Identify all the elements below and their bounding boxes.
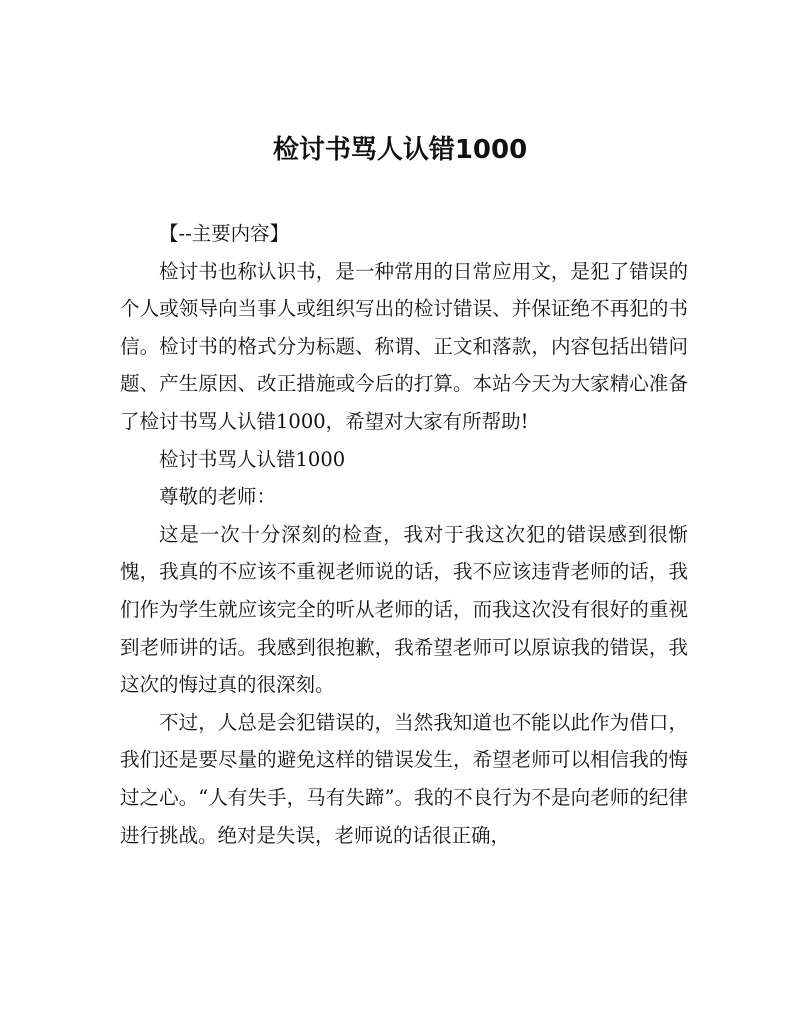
document-body <box>120 215 688 854</box>
section-heading: 【--主要内容】 <box>159 222 290 245</box>
body-paragraph: 不过，人总是会犯错误的，当然我知道也不能以此作为借口，我们还是要尽量的避免这样的错误发生，希望老师可以相信我的悔过之心。“人有失手，马有失蹄”。我的不良行为不是向老师的纪律进行挑战。绝对是失误，老师说的话很正确， <box>120 710 688 847</box>
intro-paragraph: 检讨书也称认识书，是一种常用的日常应用文，是犯了错误的个人或领导向当事人或组织写出的检讨错误、并保证绝不再犯的书信。检讨书的格式分为标题、称谓、正文和落款，内容包括出错问题、产生原因、改正措施或今后的打算。本站今天为大家精心准备了检讨书骂人认错1000，希望对大家有所帮助! <box>120 259 688 433</box>
body-paragraph: 这是一次十分深刻的检查，我对于我这次犯的错误感到很惭愧，我真的不应该不重视老师说的话，我不应该违背老师的话，我们作为学生就应该完全的听从老师的话，而我这次没有很好的重视到老师讲的话。我感到很抱歉，我希望老师可以原谅我的错误，我这次的悔过真的很深刻。 <box>120 522 688 697</box>
letter-heading: 检讨书骂人认错1000 <box>159 447 346 471</box>
document-title: 检讨书骂人认错1000 <box>272 135 528 165</box>
salutation: 尊敬的老师： <box>159 485 277 509</box>
